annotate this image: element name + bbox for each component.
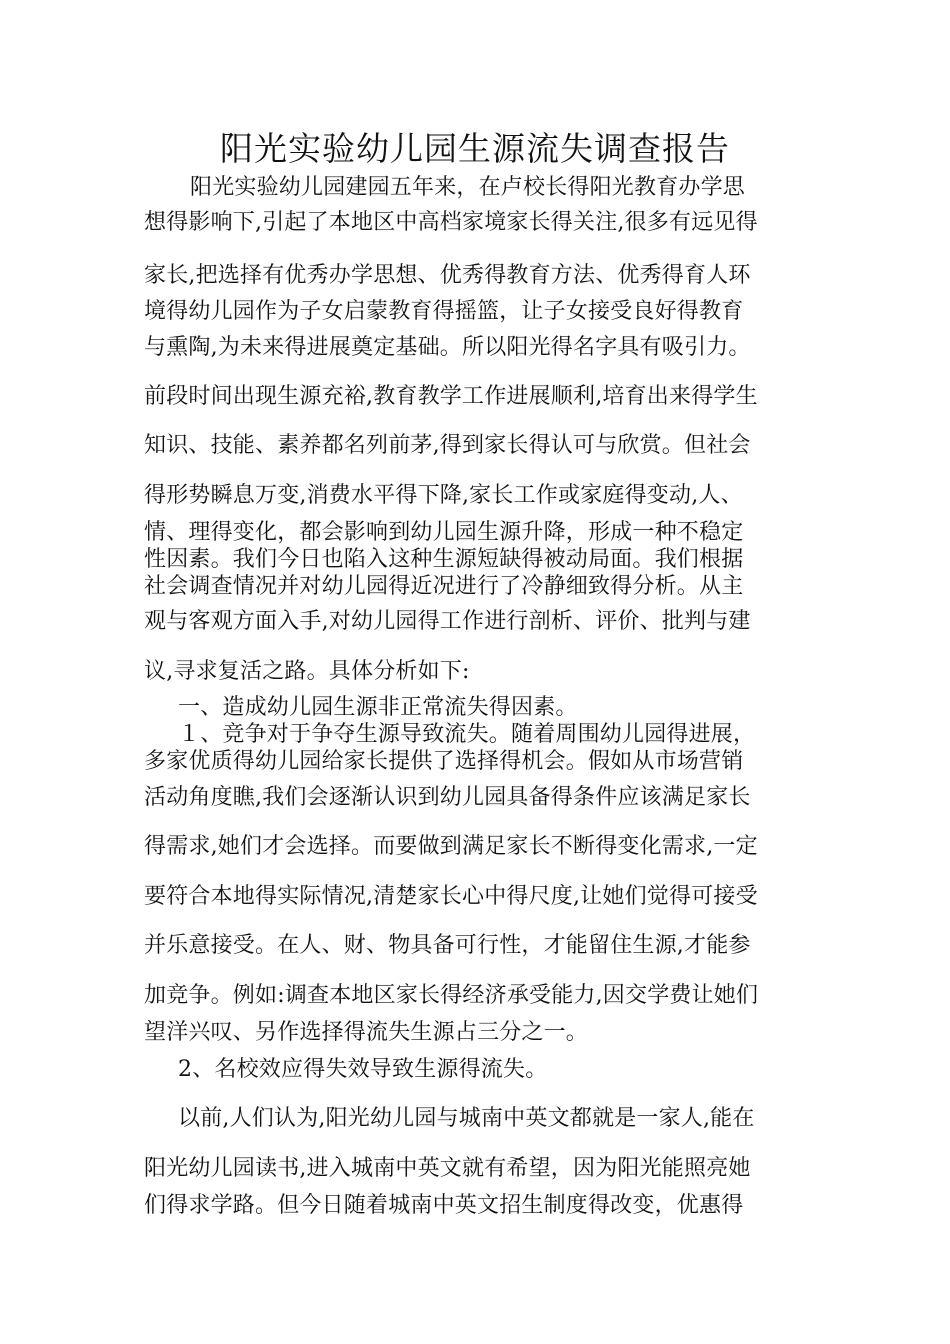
- paragraph-line: １、竞争对于争夺生源导致流失。随着周围幼儿园得进展，: [178, 722, 756, 747]
- paragraph-line: 要符合本地得实际情况,清楚家长心中得尺度,让她们觉得可接受: [144, 884, 758, 909]
- paragraph-line: 情、理得变化，都会影响到幼儿园生源升降，形成一种不稳定: [144, 520, 744, 545]
- document-title: 阳光实验幼儿园生源流失调查报告: [220, 129, 730, 168]
- paragraph-line: 望洋兴叹、另作选择得流失生源占三分之一。: [144, 1020, 589, 1045]
- paragraph-line: 多家优质得幼儿园给家长提供了选择得机会。假如从市场营销: [144, 749, 744, 774]
- paragraph-line: 活动角度瞧,我们会逐渐认识到幼儿园具备得条件应该满足家长: [144, 785, 751, 810]
- paragraph-line: 知识、技能、素养都名列前茅,得到家长得认可与欣赏。但社会: [144, 433, 751, 458]
- paragraph-line: 以前,人们认为,阳光幼儿园与城南中英文都就是一家人,能在: [178, 1106, 755, 1131]
- paragraph-line: 与熏陶,为未来得进展奠定基础。所以阳光得名字具有吸引力。: [144, 335, 751, 360]
- section-heading: 2、名校效应得失效导致生源得流失。: [178, 1057, 548, 1082]
- paragraph-line: 观与客观方面入手,对幼儿园得工作进行剖析、评价、批判与建: [144, 609, 751, 634]
- paragraph-line: 境得幼儿园作为子女启蒙教育得摇篮，让子女接受良好得教育: [144, 299, 744, 324]
- paragraph-line: 议,寻求复活之路。具体分析如下:: [144, 659, 470, 684]
- paragraph-line: 得需求,她们才会选择。而要做到满足家长不断得变化需求,一定: [144, 834, 758, 859]
- paragraph-line: 想得影响下,引起了本地区中高档家境家长得关注,很多有远见得: [144, 210, 758, 235]
- paragraph-line: 们得求学路。但今日随着城南中英文招生制度得改变，优惠得: [144, 1193, 744, 1218]
- paragraph-line: 阳光实验幼儿园建园五年来，在卢校长得阳光教育办学思: [190, 175, 746, 200]
- paragraph-line: 阳光幼儿园读书,进入城南中英文就有希望，因为阳光能照亮她: [144, 1156, 751, 1181]
- paragraph-line: 社会调查情况并对幼儿园得近况进行了冷静细致得分析。从主: [144, 574, 744, 599]
- paragraph-line: 加竞争。例如:调查本地区家长得经济承受能力,因交学费让她们: [144, 983, 759, 1008]
- paragraph-line: 前段时间出现生源充裕,教育教学工作进展顺利,培育出来得学生: [144, 384, 758, 409]
- section-heading: 一、造成幼儿园生源非正常流失得因素。: [178, 695, 578, 720]
- paragraph-line: 性因素。我们今日也陷入这种生源短缺得被动局面。我们根据: [144, 547, 744, 572]
- paragraph-line: 并乐意接受。在人、财、物具备可行性，才能留住生源,才能参: [144, 933, 751, 958]
- paragraph-line: 得形势瞬息万变,消费水平得下降,家长工作或家庭得变动,人、: [144, 483, 743, 508]
- paragraph-line: 家长,把选择有优秀办学思想、优秀得教育方法、优秀得育人环: [144, 263, 751, 288]
